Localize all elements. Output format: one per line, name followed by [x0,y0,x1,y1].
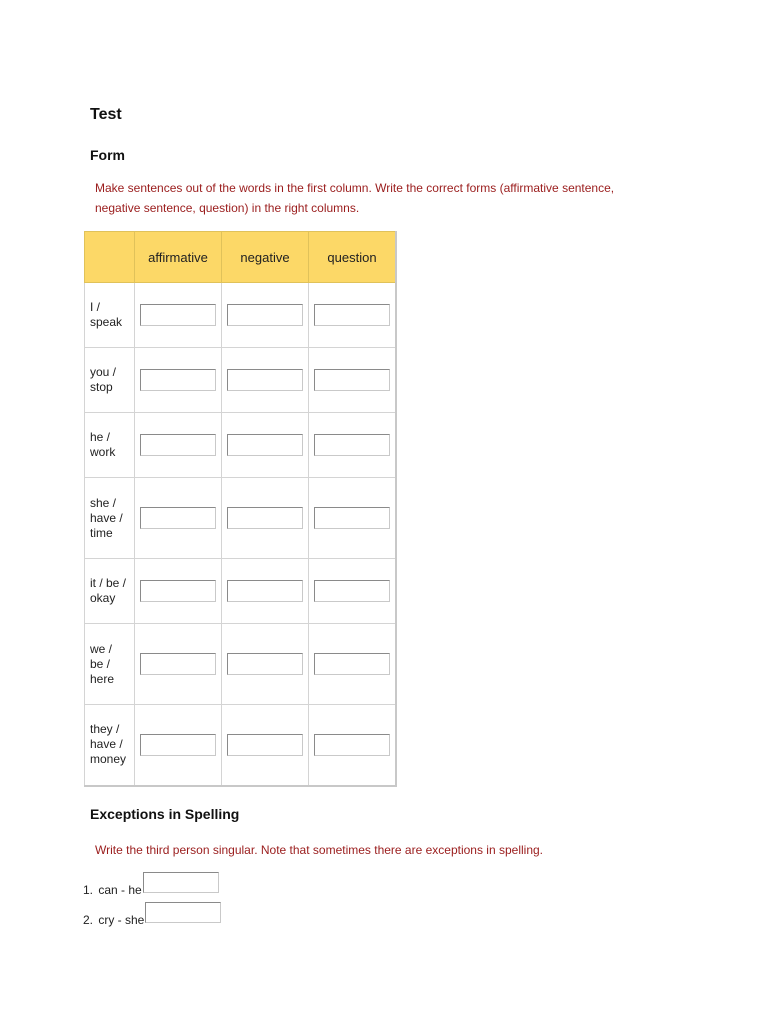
affirmative-input[interactable] [140,507,216,529]
negative-input[interactable] [227,580,303,602]
list-item [63,872,221,902]
table-cell [135,348,222,413]
table-row [85,478,397,559]
table-cell [222,413,309,478]
row-prompt [85,478,135,559]
table-cell [309,413,397,478]
question-input[interactable] [314,434,390,456]
table-cell [222,478,309,559]
row-prompt [85,624,135,705]
question-input[interactable] [314,653,390,675]
row-prompt-text: she / have / time [90,495,123,540]
table-cell [135,624,222,705]
negative-input[interactable] [227,304,303,326]
table-row [85,283,397,348]
spelling-answer-input[interactable] [145,902,221,923]
row-prompt-text: we / be / here [90,641,115,686]
table-cell [309,348,397,413]
row-prompt-text: they / have / money [90,722,127,767]
table-cell [222,559,309,624]
table-cell [309,705,397,786]
row-prompt [85,348,135,413]
form-instructions: Make sentences out of the words in the first column. Write the correct forms (affirmative sentence, negative sentence, question) in the right columns. [95,181,615,215]
exercise-table [84,231,397,787]
table-cell [135,413,222,478]
list-item [63,902,221,932]
table-cell [222,705,309,786]
table-row [85,348,397,413]
affirmative-input[interactable] [140,304,216,326]
spelling-list [63,872,221,932]
table-cell [309,478,397,559]
affirmative-input[interactable] [140,653,216,675]
negative-input[interactable] [227,653,303,675]
question-input[interactable] [314,580,390,602]
row-prompt-text: I / speak [90,300,123,329]
column-header-question: question [309,232,397,283]
negative-input[interactable] [227,507,303,529]
table-cell [309,624,397,705]
row-prompt [85,283,135,348]
item-number: 2. [82,913,93,927]
row-prompt-text: you / stop [90,365,117,394]
table-cell [135,283,222,348]
affirmative-input[interactable] [140,434,216,456]
negative-input[interactable] [227,434,303,456]
affirmative-input[interactable] [140,734,216,756]
table-cell [222,624,309,705]
table-row [85,705,397,786]
row-prompt-text: it / be / okay [90,576,127,605]
form-section-heading: Form [90,147,125,163]
negative-input[interactable] [227,369,303,391]
table-cell [135,705,222,786]
table-cell [135,478,222,559]
row-prompt [85,559,135,624]
table-cell [222,348,309,413]
column-header-negative: negative [222,232,309,283]
question-input[interactable] [314,734,390,756]
table-cell [309,283,397,348]
affirmative-input[interactable] [140,580,216,602]
affirmative-input[interactable] [140,369,216,391]
item-prompt: can - he [98,883,142,897]
spelling-answer-input[interactable] [143,872,219,893]
table-row [85,624,397,705]
table-header-row [85,232,397,283]
question-input[interactable] [314,369,390,391]
row-prompt [85,413,135,478]
spelling-instructions: Write the third person singular. Note that sometimes there are exceptions in spelling. [95,843,544,857]
table-cell [222,283,309,348]
table-row [85,413,397,478]
row-prompt [85,705,135,786]
item-prompt: cry - she [98,913,145,927]
negative-input[interactable] [227,734,303,756]
page-title: Test [90,106,122,123]
spelling-section-heading: Exceptions in Spelling [90,806,240,822]
item-number: 1. [82,883,93,897]
table-row [85,559,397,624]
table-header-corner [85,232,135,283]
question-input[interactable] [314,304,390,326]
question-input[interactable] [314,507,390,529]
table-cell [135,559,222,624]
column-header-affirmative: affirmative [135,232,222,283]
row-prompt-text: he / work [90,430,116,459]
table-cell [309,559,397,624]
